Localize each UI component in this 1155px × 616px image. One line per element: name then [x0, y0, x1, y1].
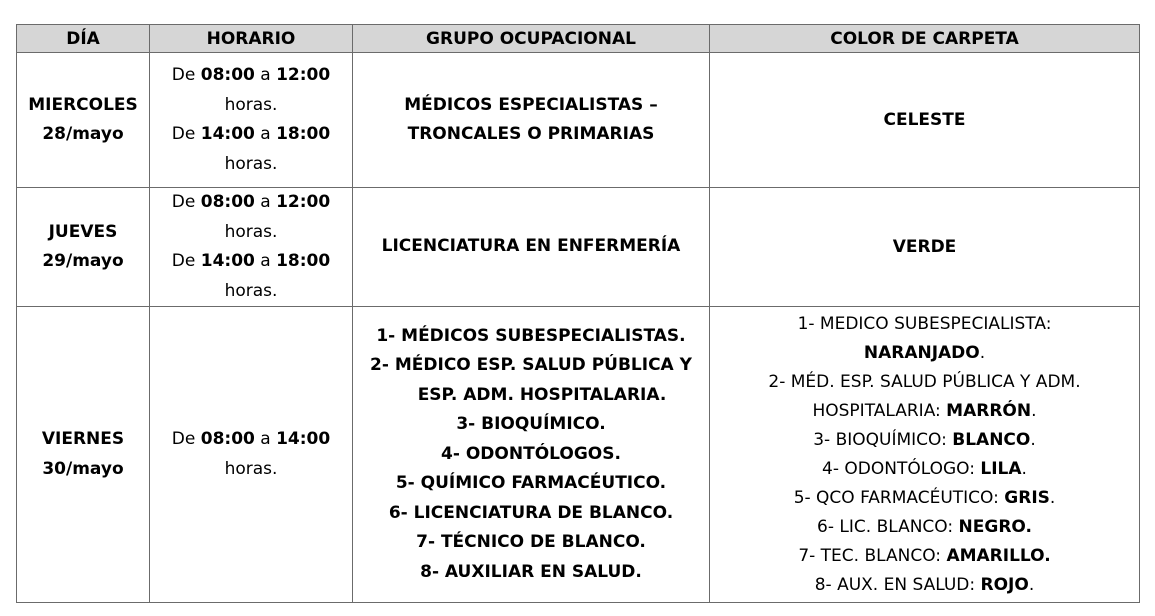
- time-suffix: horas.: [224, 280, 278, 301]
- day-cell: [17, 53, 150, 188]
- header-color: COLOR DE CARPETA: [710, 25, 1140, 53]
- group-line: 5- QUÍMICO FARMACÉUTICO.: [395, 473, 667, 494]
- group-line: 1- MÉDICOS SUBESPECIALISTAS.: [376, 325, 686, 346]
- color-line: 3- BIOQUÍMICO: BLANCO.: [813, 429, 1036, 450]
- group-line: 6- LICENCIATURA DE BLANCO.: [388, 502, 674, 523]
- time-suffix: horas.: [224, 458, 278, 479]
- color-line: 6- LIC. BLANCO: NEGRO.: [817, 516, 1032, 537]
- schedule-table: [16, 24, 1140, 603]
- color-cell: VERDE: [710, 188, 1140, 307]
- color-line: 1- MEDICO SUBESPECIALISTA:: [797, 313, 1052, 334]
- group-cell: [353, 307, 710, 603]
- header-group: GRUPO OCUPACIONAL: [353, 25, 710, 53]
- table-row: [17, 188, 1140, 307]
- group-cell: [353, 188, 710, 307]
- time-suffix: horas.: [224, 221, 278, 242]
- time-cell: [150, 188, 353, 307]
- group-cell: [353, 53, 710, 188]
- group-line: MÉDICOS ESPECIALISTAS –: [404, 94, 658, 115]
- group-line: ESP. ADM. HOSPITALARIA.: [417, 384, 667, 405]
- day-cell: [17, 307, 150, 603]
- day-name: VIERNES: [41, 429, 125, 449]
- color-cell: [710, 307, 1140, 603]
- time-suffix: horas.: [224, 153, 278, 174]
- day-date: 30/mayo: [42, 458, 124, 479]
- time-range: De 14:00 a 18:00: [171, 124, 331, 144]
- group-line: 2- MÉDICO ESP. SALUD PÚBLICA Y: [370, 355, 692, 376]
- time-cell: [150, 307, 353, 603]
- time-range: De 14:00 a 18:00: [171, 251, 331, 271]
- header-day: DÍA: [17, 25, 150, 53]
- day-name: JUEVES: [48, 221, 118, 242]
- table-row: [17, 307, 1140, 603]
- group-line: 7- TÉCNICO DE BLANCO.: [416, 532, 646, 553]
- group-line: 8- AUXILIAR EN SALUD.: [420, 561, 642, 582]
- day-cell: [17, 188, 150, 307]
- color-cell: CELESTE: [710, 53, 1140, 188]
- color-line: 2- MÉD. ESP. SALUD PÚBLICA Y ADM.: [768, 371, 1081, 392]
- day-name: MIERCOLES: [28, 94, 138, 115]
- day-date: 29/mayo: [42, 251, 124, 271]
- time-range: De 08:00 a 14:00: [171, 429, 331, 449]
- group-line: TRONCALES O PRIMARIAS: [407, 124, 655, 144]
- color-line: 8- AUX. EN SALUD: ROJO.: [814, 574, 1035, 595]
- header-row: [17, 25, 1140, 53]
- color-line: HOSPITALARIA: MARRÓN.: [812, 400, 1037, 421]
- time-suffix: horas.: [224, 94, 278, 115]
- header-schedule: HORARIO: [150, 25, 353, 53]
- group-line: 3- BIOQUÍMICO.: [456, 414, 606, 435]
- color-line: NARANJADO.: [863, 342, 986, 363]
- time-range: De 08:00 a 12:00: [171, 192, 331, 212]
- time-range: De 08:00 a 12:00: [171, 65, 331, 85]
- time-cell: [150, 53, 353, 188]
- group-line: 4- ODONTÓLOGOS.: [441, 443, 621, 464]
- color-line: 5- QCO FARMACÉUTICO: GRIS.: [793, 487, 1056, 508]
- color-line: 4- ODONTÓLOGO: LILA.: [822, 458, 1027, 479]
- color-line: 7- TEC. BLANCO: AMARILLO.: [798, 545, 1051, 566]
- group-line: LICENCIATURA EN ENFERMERÍA: [381, 236, 681, 257]
- day-date: 28/mayo: [42, 124, 124, 144]
- table-row: [17, 53, 1140, 188]
